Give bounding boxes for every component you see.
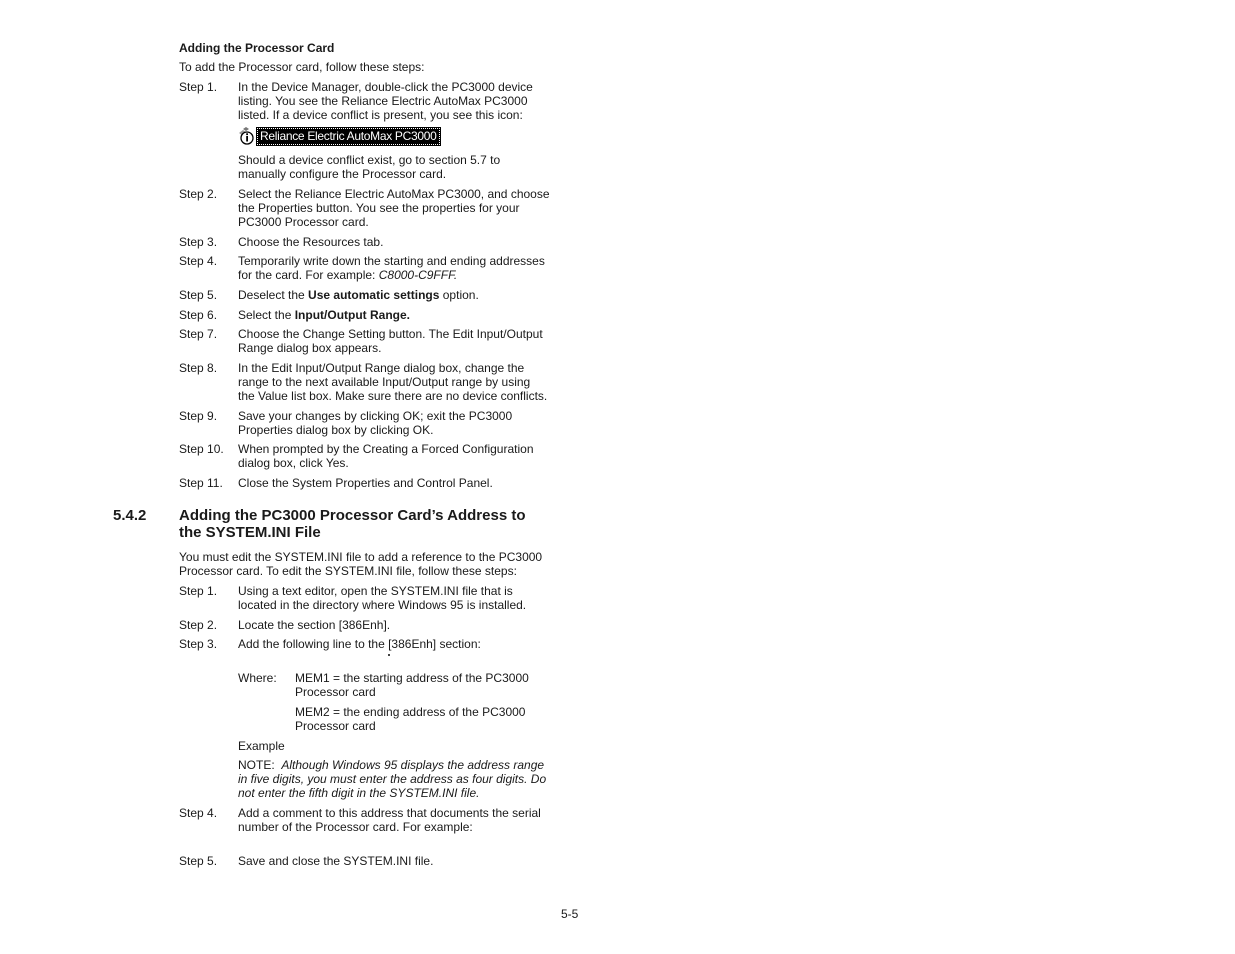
step-text: In the Device Manager, double-click the PC3000 device listing. You see the Reliance Electric AutoMax PC3000 listed. If a device conflict is present, you see this icon: <box>238 80 533 122</box>
step-label: Step 3. <box>179 235 218 249</box>
conflict-note: Should a device conflict exist, go to section 5.7 to manually configure the Processor card. <box>238 153 501 181</box>
step-label: Step 2. <box>179 187 218 201</box>
step-label: Step 11. <box>179 476 223 490</box>
mem1-definition: MEM1 = the starting address of the PC3000 Processor card <box>295 671 529 699</box>
section-heading: Adding the PC3000 Processor Card’s Address to the SYSTEM.INI File <box>179 507 526 541</box>
step-text: Add the following line to the [386Enh] section: <box>238 637 481 651</box>
step-label: Step 3. <box>179 637 218 651</box>
step-label: Step 5. <box>179 288 218 302</box>
step-text: Add a comment to this address that documents the serial number of the Processor card. For example: <box>238 806 541 834</box>
step-text: Close the System Properties and Control Panel. <box>238 476 493 490</box>
step-label: Step 1. <box>179 80 218 94</box>
step-text: Deselect the Use automatic settings option. <box>238 288 479 302</box>
step-label: Step 5. <box>179 854 218 868</box>
step-label: Step 4. <box>179 254 218 268</box>
note-continuation: in five digits, you must enter the address as four digits. Do not enter the fifth digit in the SYSTEM.INI file. <box>238 772 547 800</box>
step-text: Locate the section [386Enh]. <box>238 618 391 632</box>
step-label: Step 2. <box>179 618 218 632</box>
step-label: Step 10. <box>179 442 224 456</box>
step-text: Temporarily write down the starting and ending addresses for the card. For example: C8000-C9FFF. <box>238 254 545 282</box>
step-label: Step 9. <box>179 409 218 423</box>
device-conflict-icon <box>237 127 255 145</box>
note-label: NOTE: <box>238 758 275 772</box>
step-label: Step 6. <box>179 308 218 322</box>
step-label: Step 4. <box>179 806 218 820</box>
address-example: C8000-C9FFF. <box>378 268 458 282</box>
example-label: Example <box>238 739 285 753</box>
step-text: Select the Input/Output Range. <box>238 308 411 322</box>
section-intro: You must edit the SYSTEM.INI file to add a reference to the PC3000 Processor card. To edit the SYSTEM.INI file, follow these steps: <box>179 550 543 578</box>
note-first-line <box>238 758 544 772</box>
device-conflict-listing <box>237 127 440 145</box>
step-label: Step 7. <box>179 327 218 341</box>
section-intro: To add the Processor card, follow these steps: <box>179 60 425 74</box>
where-label: Where: <box>238 671 277 685</box>
step-text: In the Edit Input/Output Range dialog box, change the range to the next available Input/Output range by using the Value list box. Make sure there are no device conflicts. <box>238 361 548 403</box>
mem2-definition: MEM2 = the ending address of the PC3000 Processor card <box>295 705 526 733</box>
section-title-adding-processor-card: Adding the Processor Card <box>179 41 335 55</box>
step-text: Save your changes by clicking OK; exit the PC3000 Properties dialog box by clicking OK. <box>238 409 513 437</box>
stray-dot <box>388 654 390 656</box>
step-text: Select the Reliance Electric AutoMax PC3000, and choose the Properties button. You see the properties for your PC3000 Processor card. <box>238 187 550 229</box>
step-text: Save and close the SYSTEM.INI file. <box>238 854 434 868</box>
step-text: Choose the Resources tab. <box>238 235 384 249</box>
step-text: Using a text editor, open the SYSTEM.INI file that is located in the directory where Windows 95 is installed. <box>238 584 527 612</box>
step-label: Step 8. <box>179 361 218 375</box>
step-label: Step 1. <box>179 584 218 598</box>
step-text: When prompted by the Creating a Forced Configuration dialog box, click Yes. <box>238 442 534 470</box>
page-number: 5-5 <box>561 907 579 921</box>
step-text: Choose the Change Setting button. The Edit Input/Output Range dialog box appears. <box>238 327 543 355</box>
device-conflict-label: Reliance Electric AutoMax PC3000 <box>257 128 440 145</box>
section-number: 5.4.2 <box>113 507 147 524</box>
note-text: Although Windows 95 displays the address range <box>281 758 545 772</box>
